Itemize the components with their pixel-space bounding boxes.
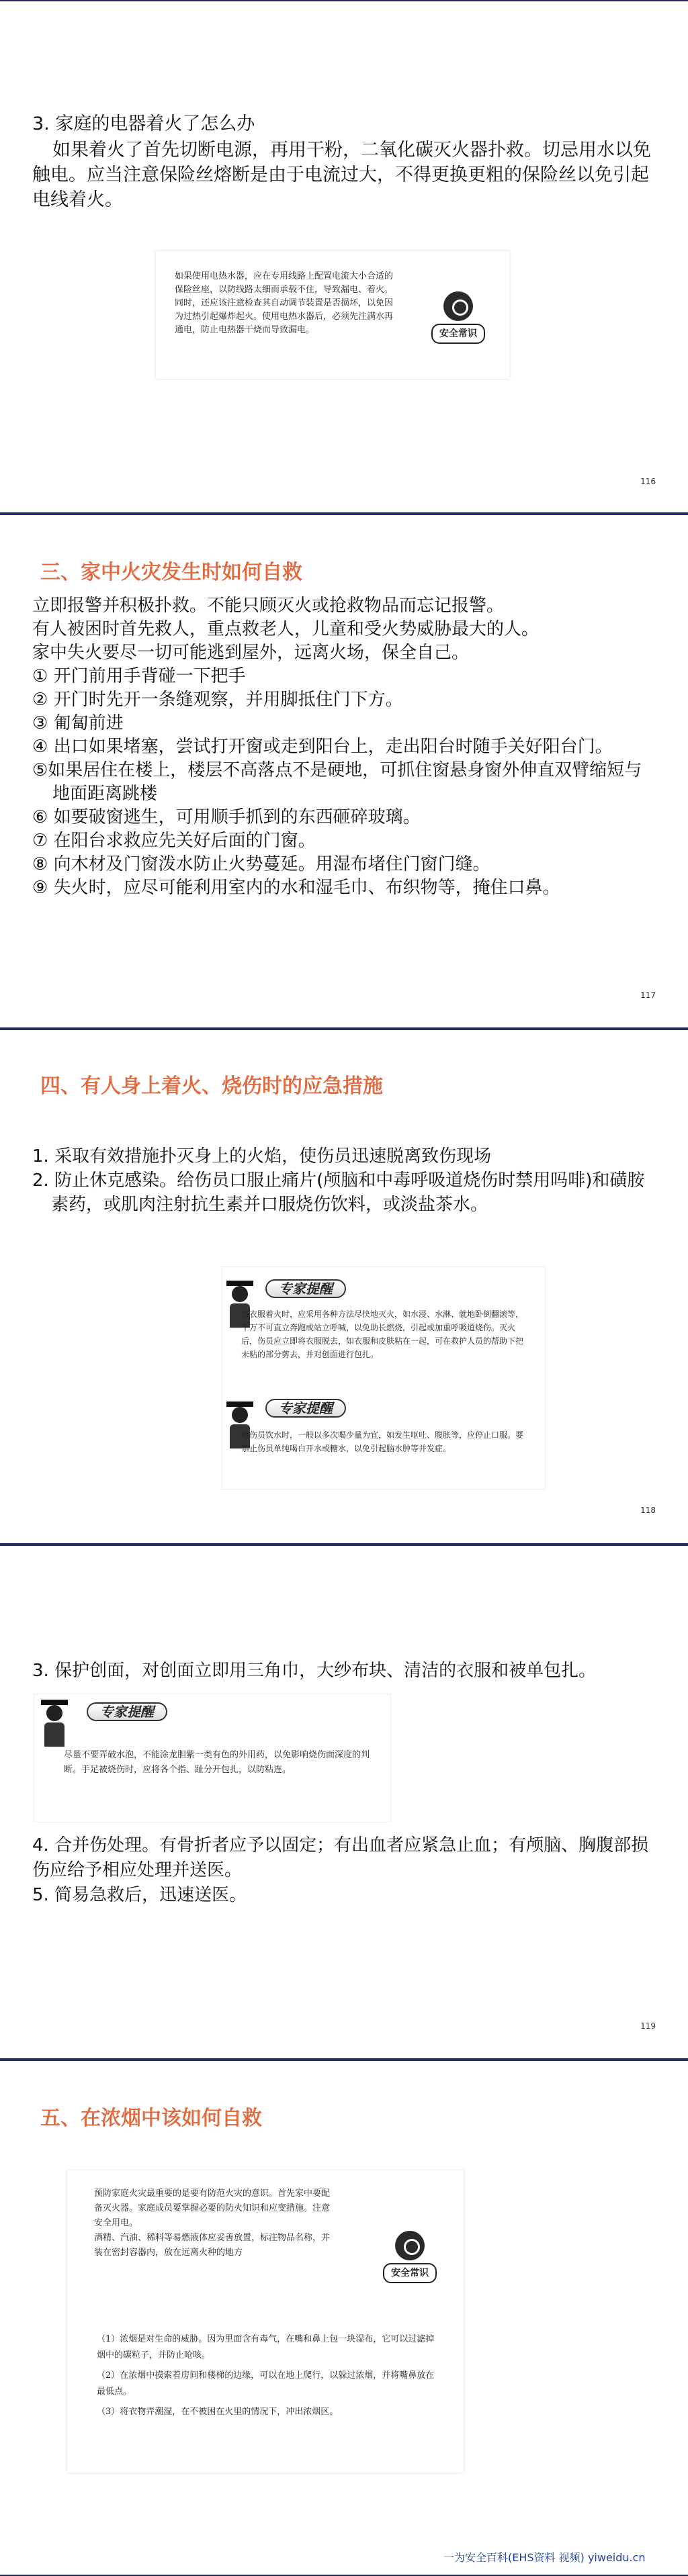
expert-label: 专家提醒	[87, 1702, 167, 1721]
slide-heading: 3. 家庭的电器着火了怎么办	[32, 113, 255, 134]
page-number: 117	[640, 991, 656, 1000]
content-line: ④ 出口如果堵塞，尝试打开窗或走到阳台上，走出阳台时随手关好阳台门。	[32, 737, 613, 757]
list-item: （2）在浓烟中摸索着房间和楼梯的边缘，可以在地上爬行，以躲过浓烟，并将嘴鼻放在最低点。	[97, 2371, 435, 2397]
content-line: ① 开门前用手背碰一下把手	[32, 666, 246, 686]
content-item: 5. 简易急救后，迅速送医。	[32, 1885, 247, 1905]
image-text: 如果使用电热水器，应在专用线路上配置电流大小合适的保险丝座，以防线路太细而承载不住，导致漏电、着火。同时，还应该注意检查其自动调节装置是否损坏，以免因为过热引起爆炸起火。使用电热水器后，必须先注满水再通电，防止电热器干烧而导致漏电。	[175, 271, 394, 335]
content-line: 家中失火要尽一切可能逃到屋外，远离火场，保全自己。	[32, 643, 470, 663]
stamp-label: 安全常识	[383, 2263, 437, 2283]
content-line: 有人被困时首先救人，重点救老人，儿童和受火势威胁最大的人。	[32, 619, 540, 639]
expert-text: 给伤员饮水时，一般以多次喝少量为宜，如发生呕吐、腹胀等，应停止口服。要禁止伤员单纯喝白开水或糖水，以免引起脑水肿等并发症。	[241, 1430, 524, 1453]
slide-116	[0, 0, 688, 514]
content-lines	[32, 594, 657, 900]
content-line: ⑨ 失火时，应尽可能利用室内的水和湿毛巾、布织物等，掩住口鼻。	[32, 878, 560, 898]
content-item: 3. 保护创面，对创面立即用三角巾，大纱布块、清洁的衣服和被单包扎。	[32, 1661, 597, 1681]
content-items	[32, 1144, 657, 1217]
content-line: ⑦ 在阳台求救应先关好后面的门窗。	[32, 831, 316, 851]
content-line: ⑥ 如要破窗逃生，可用顺手抓到的东西砸碎玻璃。	[32, 807, 421, 827]
slide-body: 如果着火了首先切断电源，再用干粉，二氧化碳灭火器扑救。切忌用水以免触电。应当注意保险丝熔断是由于电流过大，不得更换更粗的保险丝以免引起电线着火。	[32, 140, 651, 210]
stamp-icon	[395, 2231, 425, 2260]
stamp-label: 安全常识	[431, 324, 485, 344]
expert-label: 专家提醒	[265, 1399, 346, 1418]
page-number: 119	[640, 2021, 656, 2031]
slide-title: 三、家中火灾发生时如何自救	[40, 561, 302, 584]
safety-stamp	[418, 291, 499, 344]
slide-title: 四、有人身上着火、烧伤时的应急措施	[40, 1074, 383, 1098]
safety-tip-image	[67, 2170, 464, 2473]
slide-119	[0, 1545, 688, 2060]
slide-118	[0, 1029, 688, 1545]
slide-117	[0, 514, 688, 1029]
content-line: 立即报警并积极扑救。不能只顾灭火或抢救物品而忘记报警。	[32, 596, 505, 616]
expert-text: 尽量不要弄破水泡，不能涂龙胆紫一类有色的外用药，以免影响烧伤面深度的判断。手足被烧伤时，应将各个指、趾分开包扎，以防粘连。	[64, 1750, 370, 1775]
stamp-icon	[443, 291, 473, 321]
content-item: 1. 采取有效措施扑灭身上的火焰，使伤员迅速脱离致伤现场	[32, 1146, 492, 1166]
expert-figure-icon	[41, 1700, 68, 1747]
slide-120	[0, 2060, 688, 2576]
content-line: ⑧ 向木材及门窗泼水防止火势蔓延。用湿布堵住门窗门缝。	[32, 854, 490, 874]
page-number: 118	[640, 1506, 656, 1515]
content-line: ② 开门时先开一条缝观察，并用脚抵住门下方。	[32, 690, 403, 710]
expert-tips-image	[222, 1267, 546, 1489]
content-item: 4. 合并伤处理。有骨折者应予以固定；有出血者应紧急止血；有颅脑、胸腹部损伤应给予相应处理并送医。	[32, 1835, 649, 1880]
safety-tip-image	[156, 251, 509, 379]
slide-title: 五、在浓烟中该如何自救	[40, 2107, 262, 2130]
expert-text: 当衣服着火时，应采用各种方法尽快地灭火，如水浸、水淋、就地卧倒翻滚等，千万不可直立奔跑或站立呼喊，以免助长燃烧，引起或加重呼吸道烧伤。灭火后，伤员应立即将衣服脱去，如衣服和皮肤粘在一起，可在救护人员的帮助下把未粘的部分剪去，并对创面进行包扎。	[241, 1309, 524, 1359]
list-item: （3）将衣物弄潮湿，在不被困在火里的情况下，冲出浓烟区。	[97, 2407, 339, 2417]
smoke-tips-list	[97, 2332, 439, 2420]
image-text: 预防家庭火灾最重要的是要有防范火灾的意识。首先家中要配备灭火器。家庭成员要掌握必要的防火知识和应变措施。注意安全用电。 酒精、汽油、稀料等易燃液体应妥善放置，标注物品名称，并装在密封容器内，放在远离火种的地方	[94, 2189, 331, 2258]
safety-stamp	[370, 2231, 450, 2283]
page-number: 116	[640, 477, 656, 486]
content-items	[32, 1833, 657, 1908]
footer-watermark: 一为安全百科(EHS资料 视频) yiweidu.cn	[443, 2551, 646, 2564]
content-item: 2. 防止休克感染。给伤员口服止痛片(颅脑和中毒呼吸道烧伤时禁用吗啡)和磺胺素药，或肌肉注射抗生素并口服烧伤饮料，或淡盐茶水。	[32, 1170, 645, 1215]
content-line: ③ 匍匐前进	[32, 713, 124, 733]
content-line: ⑤如果居住在楼上，楼层不高落点不是硬地，可抓住窗悬身窗外伸直双臂缩短与地面距离跳楼	[32, 760, 642, 804]
expert-label: 专家提醒	[265, 1279, 346, 1298]
expert-tip-image	[34, 1694, 391, 1823]
list-item: （1）浓烟是对生命的威胁。因为里面含有毒气，在嘴和鼻上包一块湿布，它可以过滤掉烟中的碳粒子，并防止呛咳。	[97, 2334, 435, 2360]
